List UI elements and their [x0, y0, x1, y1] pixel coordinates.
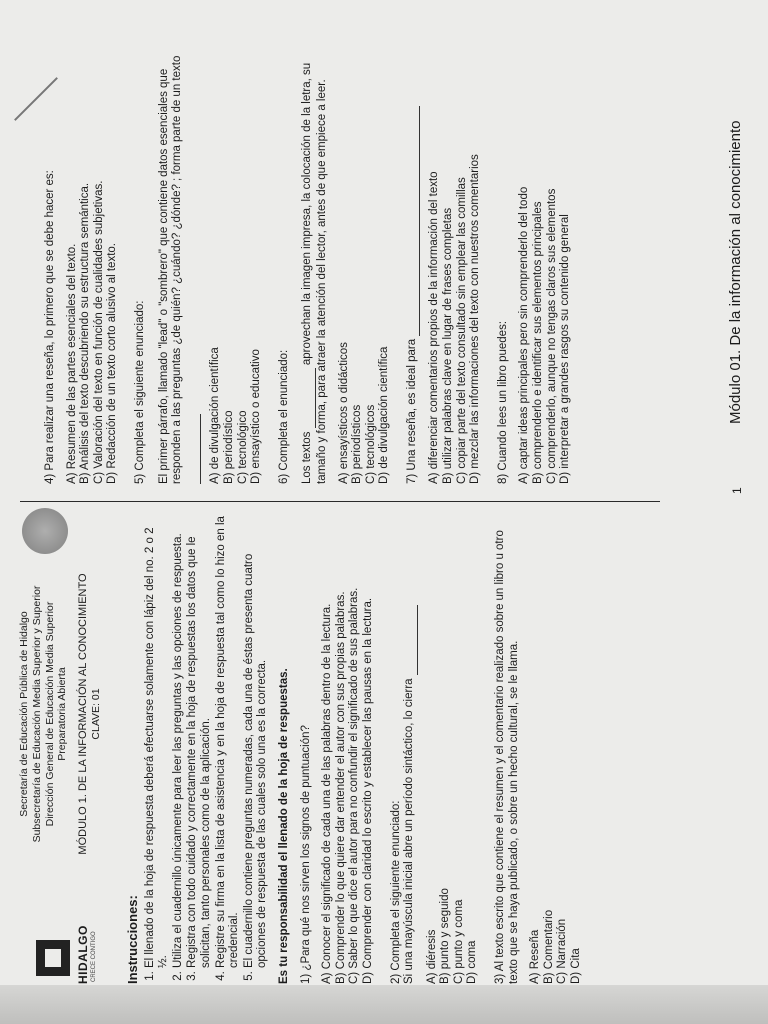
options [529, 514, 583, 984]
clave-label: CLAVE: 01 [89, 688, 102, 740]
right-column [44, 24, 573, 484]
instruction-item: 1. El llenado de la hoja de respuesta deberá efectuarse solamente con lápiz del no. 2 o 2 ½. [144, 514, 171, 968]
option: A) ensayísticos o didácticos [337, 342, 350, 484]
option: B) Análisis del texto descubriendo su estructura semántica. [79, 182, 92, 484]
question-stem: 6) Completa el enunciado: [277, 349, 290, 484]
instruction-item: 4. Registre su firma en la lista de asistencia y en la hoja de respuesta tal como lo hizo en la credencial. [215, 514, 242, 968]
option: C) Narración [556, 918, 569, 984]
options [518, 24, 572, 484]
answer-blank [403, 605, 418, 675]
question-stem: 1) ¿Para qué nos sirven los signos de puntuación? [299, 725, 312, 984]
option: D) interpretar a grandes rasgos su contenido general [559, 214, 572, 484]
question-stem-text: Si una mayúscula inicial abre un período sintáctico, lo cierra [403, 678, 416, 984]
option: B) periodístico [222, 410, 235, 484]
option: B) Comentario [542, 909, 555, 984]
question-8 [497, 24, 573, 484]
left-column [120, 514, 584, 984]
option: B) Comprender lo que quiere dar entender el autor con sus propias palabras. [334, 591, 347, 984]
option: A) Conocer el significado de cada una de las palabras dentro de la lectura. [321, 603, 334, 984]
question-4 [44, 24, 120, 484]
responsibility-note: Es tu responsabilidad el llenado de la hoja de respuestas. [277, 668, 290, 984]
question-stem-cont [403, 514, 418, 984]
question-stem: 4) Para realizar una reseña, lo primero que se debe hacer es: [44, 170, 56, 484]
instruction-item: 3. Registra con todo cuidado y correctamente en la hoja de respuestas los datos que le solicitan, tanto personales como de la aplicación. [186, 514, 213, 968]
option: A) de divulgación científica [209, 347, 222, 484]
option: D) mezclar las informaciones del texto con nuestros comentarios [469, 154, 482, 484]
question-stem: 2) Completa el siguiente enunciado: [389, 800, 402, 984]
option: C) tecnológicos [364, 404, 377, 484]
header-line-2: Subsecretaría de Educación Media Superior y Superior [30, 585, 43, 843]
option: D) ensayístico o educativo [250, 349, 263, 484]
option: D) Redacción de un texto corto alusivo al texto. [106, 243, 119, 484]
options [426, 514, 480, 984]
option: A) Reseña [529, 929, 542, 984]
column-divider [20, 501, 660, 502]
question-7 [406, 24, 483, 484]
answer-blank [301, 368, 316, 428]
option: A) diferenciar comentarios propios de la información del texto [428, 171, 441, 484]
option: D) de divulgación científica [378, 346, 391, 484]
options [66, 24, 120, 484]
option: B) periodísticos [351, 404, 364, 484]
question-stem-line [406, 24, 421, 484]
question-stem: 7) Una reseña, es ideal para [405, 338, 418, 484]
option: D) coma [466, 940, 479, 984]
option: A) captar ideas principales pero sin comprenderlo del todo [518, 186, 531, 484]
option: C) comprenderlo, aunque no tengas claros sus elementos [545, 188, 558, 484]
answer-blank [187, 414, 202, 484]
option: C) tecnológico [236, 410, 249, 484]
option: B) comprenderlo e identificar sus elementos principales [532, 201, 545, 484]
question-1 [300, 514, 376, 984]
header-line-1: Secretaría de Educación Pública de Hidalgo [18, 611, 30, 817]
module-title: MÓDULO 1. DE LA INFORMACIÓN AL CONOCIMIENTO [77, 573, 90, 855]
footer-module-title: Módulo 01. De la información al conocimiento [727, 120, 744, 424]
option: B) punto y seguido [439, 888, 452, 984]
answer-blank [406, 106, 421, 336]
option: D) Comprender con claridad lo escrito y establecer las pausas en la lectura. [361, 597, 374, 984]
document-header [18, 524, 103, 904]
option: A) Resumen de las partes esenciales del texto. [65, 243, 78, 484]
option: A) diéresis [425, 929, 438, 984]
option: D) Cita [570, 948, 583, 984]
option: C) punto y coma [452, 899, 465, 984]
question-2 [390, 514, 481, 984]
instruction-item: 5. El cuadernillo contiene preguntas numeradas, cada una de éstas presenta cuatro opciones de respuesta de las cuales solo una es la correcta. [243, 514, 270, 968]
option: C) Valoración del texto en función de cualidades subjetivas. [92, 180, 105, 484]
hidalgo-logo [20, 914, 110, 984]
logo-text: HIDALGO [76, 925, 90, 984]
instructions-list [144, 514, 270, 984]
option: B) utilizar palabras clave en lugar de frases completas [442, 207, 455, 484]
header-line-4: Preparatoria Abierta [56, 667, 69, 761]
question-stem-text-b: aprovechan la imagen impresa, la colocación de la letra, su tamaño y forma, para atraer la atención del lector, antes de que empiece a leer. [301, 62, 328, 484]
question-stem: 5) Completa el siguiente enunciado: [133, 300, 146, 484]
option: C) Saber lo que dice el autor para no confundir el significado de sus palabras. [348, 587, 361, 984]
question-3 [494, 514, 584, 984]
question-stem-cont: El primer párrafo, llamado "lead" o "sombrero" que contiene datos esenciales que responden a las preguntas ¿de quién? ¿cuándo? ¿dónde? ; forma parte de un texto [157, 55, 184, 484]
options [338, 24, 392, 484]
question-stem: 3) Al texto escrito que contiene el resumen y el comentario realizado sobre un libro u otro texto que se haya publicado, o sobre un hecho cultural, se le llama. [494, 530, 520, 984]
logo-icon [36, 940, 70, 976]
options [321, 514, 375, 984]
instructions-title: Instrucciones: [125, 895, 140, 984]
header-line-3: Dirección General de Educación Media Superior [43, 601, 56, 827]
question-stem-text-a: Los textos [301, 431, 314, 484]
question-stem-cont [301, 24, 329, 484]
question-stem: 8) Cuando lees un libro puedes: [496, 320, 509, 484]
instruction-item: 2. Utiliza el cuadernillo únicamente para leer las preguntas y las opciones de respuesta. [172, 514, 186, 968]
page-number: 1 [730, 487, 744, 494]
options [428, 24, 482, 484]
option: C) copiar parte del texto consultado sin emplear las comillas [455, 177, 468, 484]
answer-blank-line [187, 24, 202, 484]
logo-subtext: CRECE CONTIGO [91, 931, 97, 982]
question-6 [278, 24, 392, 484]
options [209, 24, 263, 484]
question-5 [134, 24, 264, 484]
